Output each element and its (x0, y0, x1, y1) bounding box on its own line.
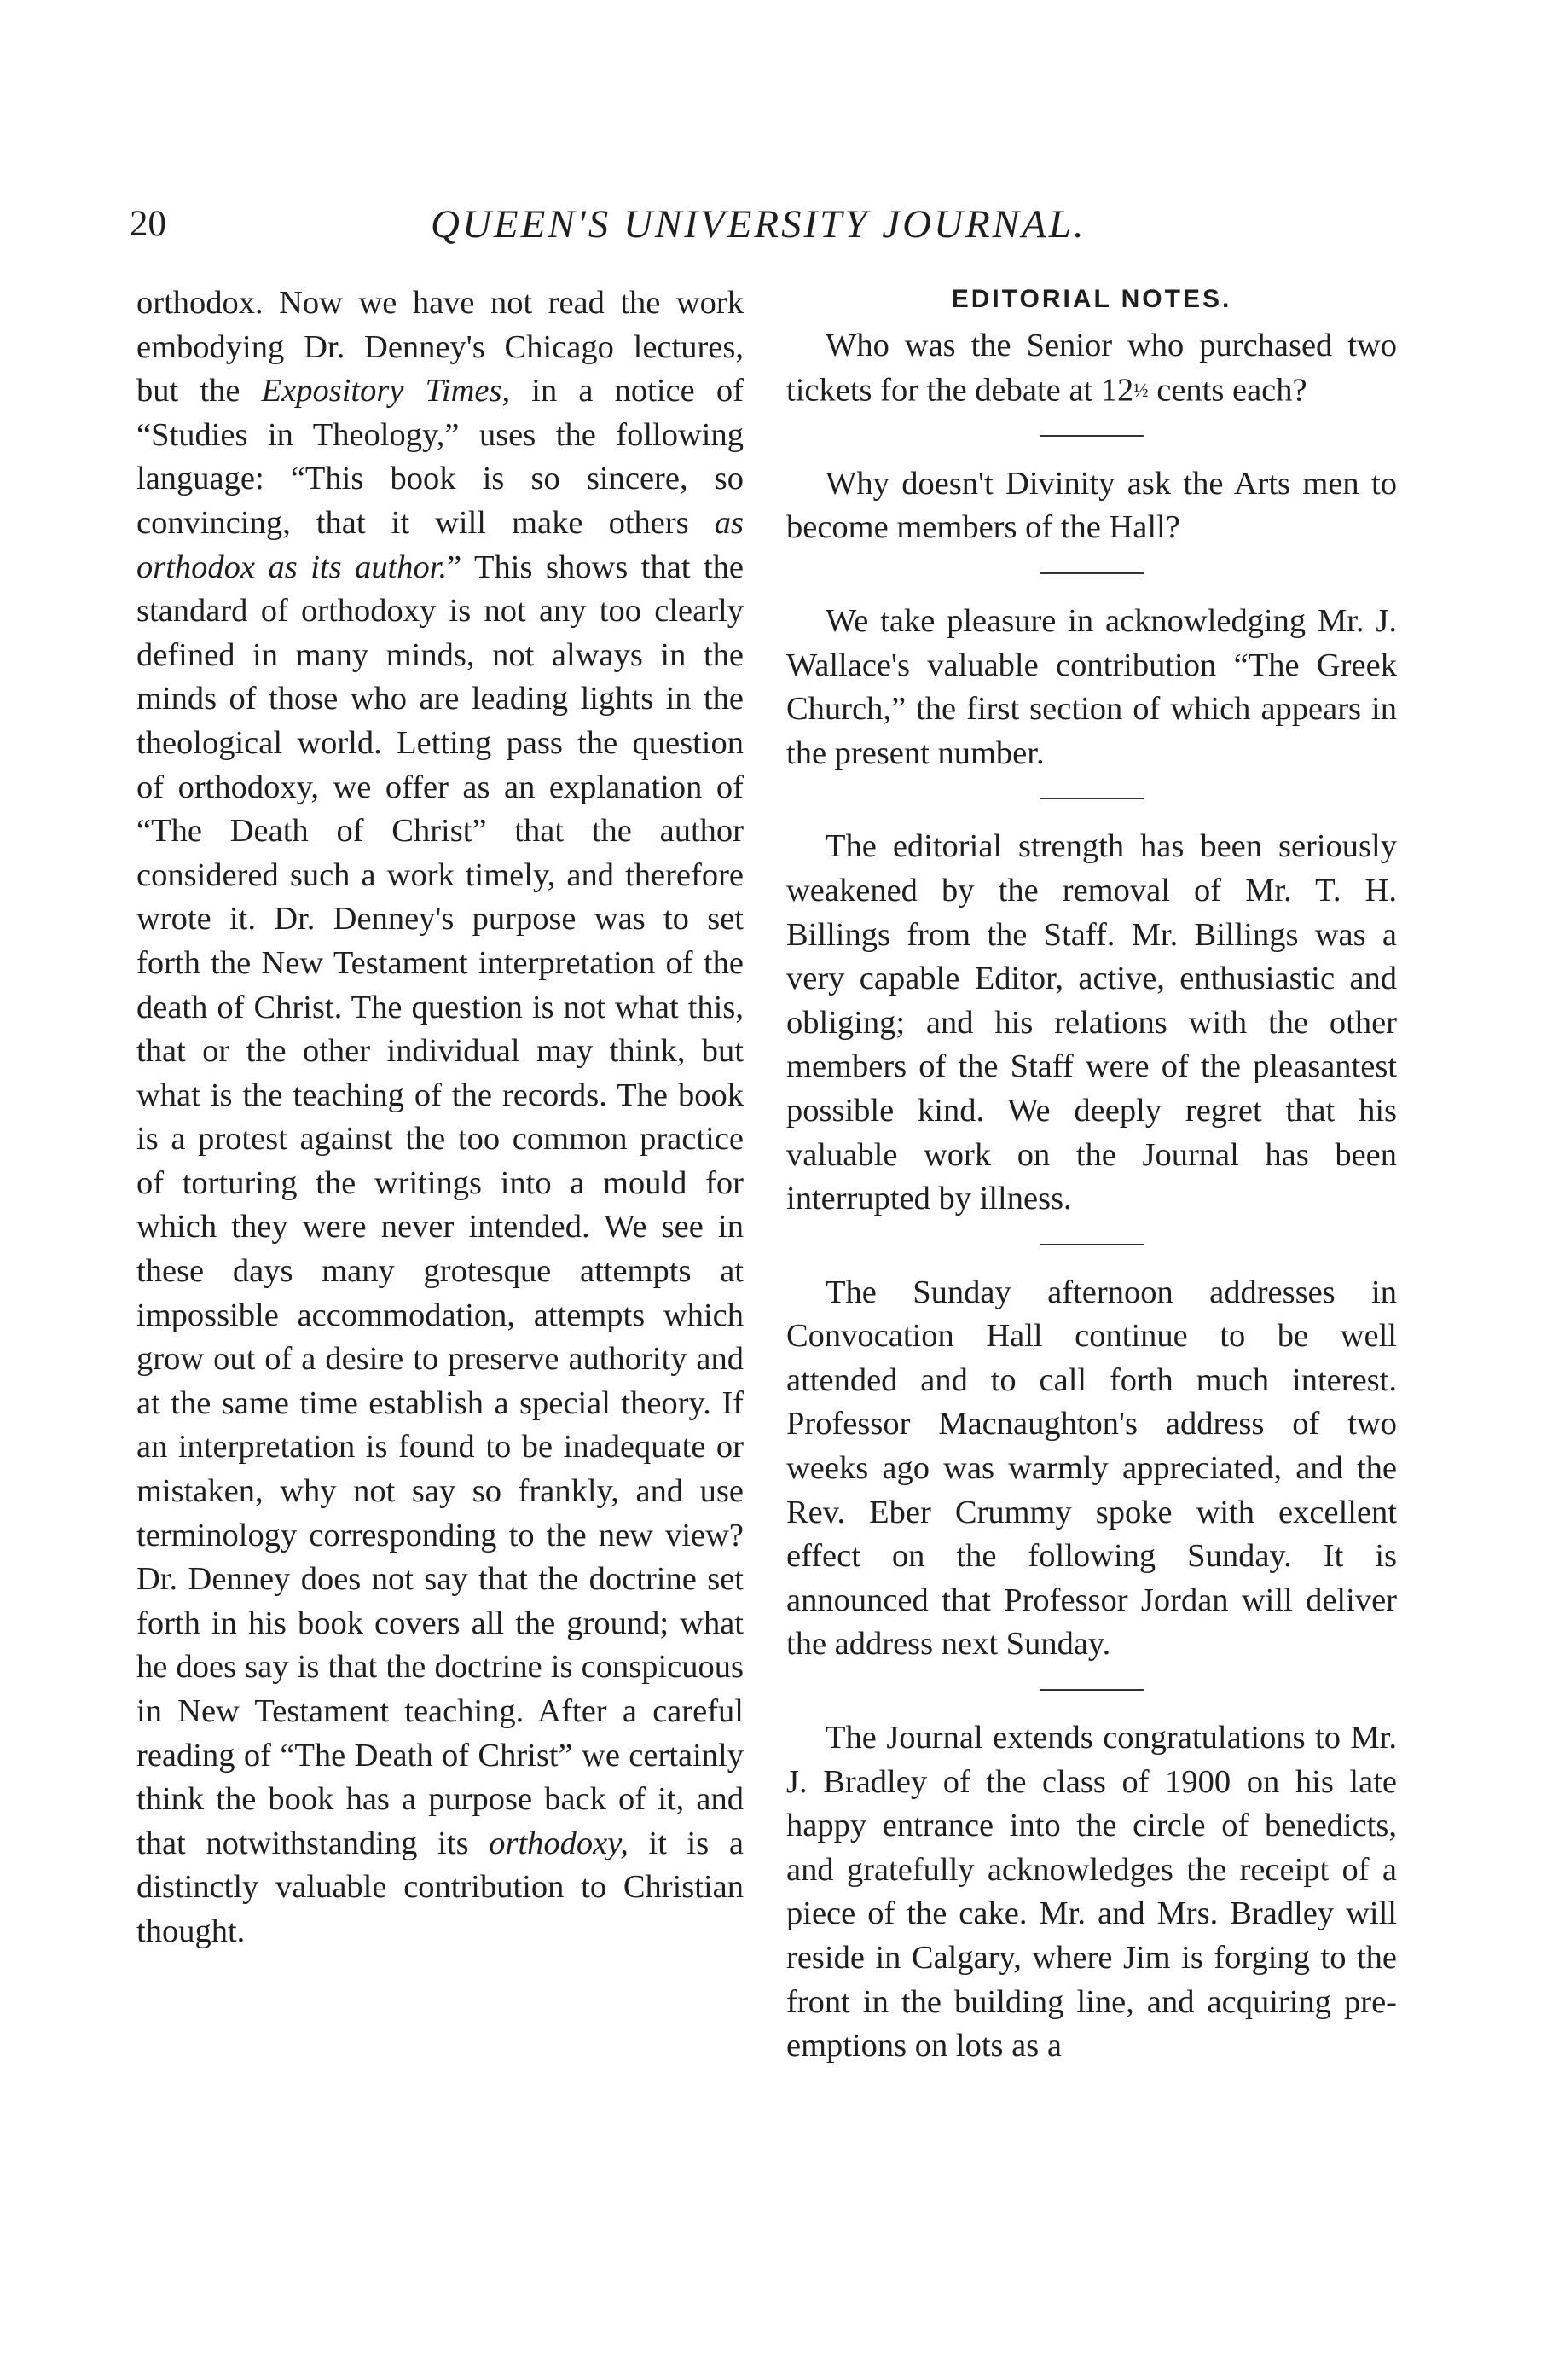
editorial-note: The Sunday afternoon addresses in Convocation Hall continue to be well attended and to call forth much interest. Professor Macnaughton's address of two weeks ago was warmly appreciated, and the Rev. Eber Crummy spoke with excellent effect on the following Sunday. It is announced that Professor Jordan will deliver the address next Sunday. (786, 1274, 1397, 1663)
text-run: it is a distinctly valuable contribution to Christian thought. (136, 1825, 744, 1949)
section-divider (1040, 572, 1144, 574)
editorial-note (786, 324, 1397, 413)
section-divider (1040, 435, 1144, 437)
journal-title: QUEEN'S UNIVERSITY JOURNAL. (431, 202, 1086, 247)
right-column (786, 282, 1397, 2069)
text-run: ” This shows that the standard of orthodoxy is not any too clearly defined in many minds, not always in the minds of those who are leading lights in the theological world. Letting pass the question of orthodoxy, we offer as an explanation of “The Death of Christ” that the author considered such a work timely, and therefore wrote it. Dr. Denney's purpose was to set forth the New Testament interpretation of the death of Christ. The question is not what this, that or the other individual may think, but what is the teaching of the records. The book is a protest against the too common practice of torturing the writings into a mould for which they were never intended. We see in these days many grotesque attempts at impossible accommodation, attempts which grow out of a desire to preserve authority and at the same time establish a special theory. If an interpretation is found to be inadequate or mistaken, why not say so frankly, and use terminology corresponding to the new view? Dr. Denney does not say that the doctrine set forth in his book covers all the ground; what he does say is that the doctrine is conspicuous in New Testament teaching. After a careful reading of “The Death of Christ” we certainly think the book has a purpose back of it, and that notwithstanding its (136, 549, 745, 1861)
text-run: Who was the Senior who purchased two tickets for the debate at 12 (786, 328, 1397, 409)
text-run: cents each? (1148, 372, 1307, 409)
section-divider (1040, 798, 1144, 799)
editorial-note: Why doesn't Divinity ask the Arts men to become members of the Hall? (786, 465, 1397, 546)
fraction: ½ (1133, 378, 1149, 401)
page-number: 20 (130, 204, 166, 244)
editorial-heading: EDITORIAL NOTES. (951, 285, 1232, 313)
italic-run: orthodoxy, (489, 1825, 629, 1861)
left-column (136, 282, 744, 1954)
section-divider (1040, 1689, 1144, 1691)
section-divider (1040, 1244, 1144, 1245)
editorial-note: We take pleasure in acknowledging Mr. J. Wallace's valuable contribution “The Greek Church,” the first section of which appears in the present number. (786, 602, 1397, 771)
italic-run: Expository Times, (261, 373, 511, 409)
editorial-note: The Journal extends congratulations to Mr. J. Bradley of the class of 1900 on his late happy entrance into the circle of benedicts, and gratefully acknowledges the receipt of a piece of the cake. Mr. and Mrs. Bradley will reside in Calgary, where Jim is forging to the front in the building line, and acquiring pre-emptions on lots as a (786, 1720, 1397, 2064)
text-run: orthodox. Now we have not read the work embodying Dr. Denney's Chicago lectures, but the (136, 285, 744, 409)
page-header (0, 194, 1547, 254)
editorial-note: The editorial strength has been seriously weakened by the removal of Mr. T. H. Billings from the Staff. Mr. Billings was a very capable Editor, active, enthusiastic and obliging; and his relations with the other members of the Staff were of the pleasantest possible kind. We deeply regret that his valuable work on the Journal has been interrupted by illness. (786, 828, 1397, 1217)
text-run: in a notice of “Studies in Theology,” uses the following language: “This book is so sincere, so convincing, that it will make others (136, 373, 744, 541)
italic-run: as orthodox as its author. (136, 504, 744, 585)
article-continuation (136, 282, 744, 1954)
